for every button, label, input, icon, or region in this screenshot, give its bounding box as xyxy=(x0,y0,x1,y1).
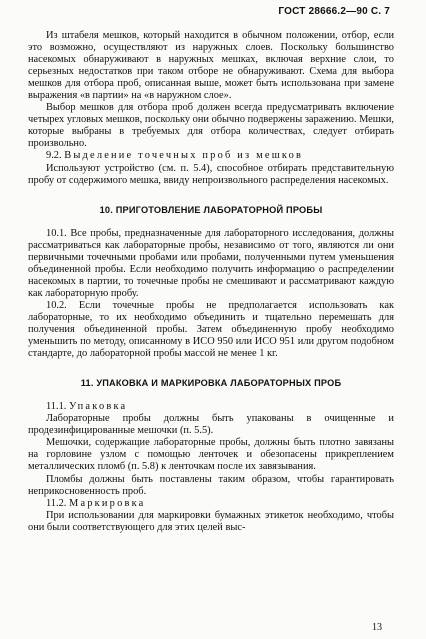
section-heading-10: 10. ПРИГОТОВЛЕНИЕ ЛАБОРАТОРНОЙ ПРОБЫ xyxy=(99,204,323,215)
subsection-heading-11-2 xyxy=(28,498,394,510)
paragraph: 10.1. Все пробы, предназначенные для лабораторного исследования, должны рассматриваться как лабораторные пробы, независимо от того, являются ли они первичными точечными пробами или пробами, полученными путем уменьшения объединенной пробы. Если необходимо получить информацию о распределении насекомых в партии, то точечные пробы не смешивают и рассматривают каждую как лабораторную пробу. xyxy=(28,227,394,299)
subsection-heading-11-1 xyxy=(28,401,394,413)
subsection-number: 11.1. xyxy=(46,401,67,413)
subsection-title: Выделение точечных проб из мешков xyxy=(64,150,304,162)
section-heading-11: 11. УПАКОВКА И МАРКИРОВКА ЛАБОРАТОРНЫХ ПРОБ xyxy=(80,378,342,389)
paragraph: Пломбы должны быть поставлены таким образом, чтобы гарантировать неприкосновенность проб. xyxy=(28,473,394,497)
page-header: ГОСТ 28666.2—90 С. 7 xyxy=(278,6,390,17)
paragraph: Мешочки, содержащие лабораторные пробы, должны быть плотно завязаны на горловине узлом с помощью ленточек и обезопасены прикреплением металлических пломб (п. 5.8) к ленточкам после их завязывания. xyxy=(28,437,394,473)
paragraph: При использовании для маркировки бумажных этикеток необходимо, чтобы они были соответствующего для этих целей выс- xyxy=(28,509,394,533)
subsection-number: 11.2. xyxy=(46,497,67,509)
paragraph: 10.2. Если точечные пробы не предполагается использовать как лабораторные, то их необходимо объединить и тщательно перемешать для получения объединенной пробы. Затем объединенную пробу необходимо уменьшить по методу, описанному в ИСО 950 или ИСО 951 или другом подобном стандарте, до лабораторной пробы массой не менее 1 кг. xyxy=(28,299,394,360)
document-body xyxy=(28,30,394,534)
paragraph: Лабораторные пробы должны быть упакованы в очищенные и продезинфицированные мешочки (п. 5.5). xyxy=(28,413,394,437)
subsection-number: 9.2. xyxy=(46,150,62,162)
subsection-title: Маркировка xyxy=(69,497,146,509)
paragraph: Выбор мешков для отбора проб должен всегда предусматривать включение четырех угловых мешков, поскольку они обычно подвержены заражению. Мешки, которые выбраны в требуемых для отбора количествах, следует отбирать произвольно. xyxy=(28,102,394,150)
paragraph: Используют устройство (см. п. 5.4), способное отбирать представительную пробу от содержимого мешка, ввиду непроизвольного распределения насекомых. xyxy=(28,162,394,186)
page-number: 13 xyxy=(372,622,382,633)
subsection-title: Упаковка xyxy=(69,401,128,413)
subsection-heading-9-2 xyxy=(28,150,394,162)
paragraph: Из штабеля мешков, который находится в обычном положении, отбор, если это возможно, осуществляют из наружных слоев. Поскольку большинство насекомых обнаруживают в наружных мешках, включая верхние слои, то серьезных недостатков при таком отборе не обнаруживают. Схема для выбора мешков для отбора проб, описанная выше, может быть использована при замене выражения «в партии» на «в наружном слое». xyxy=(28,30,394,102)
